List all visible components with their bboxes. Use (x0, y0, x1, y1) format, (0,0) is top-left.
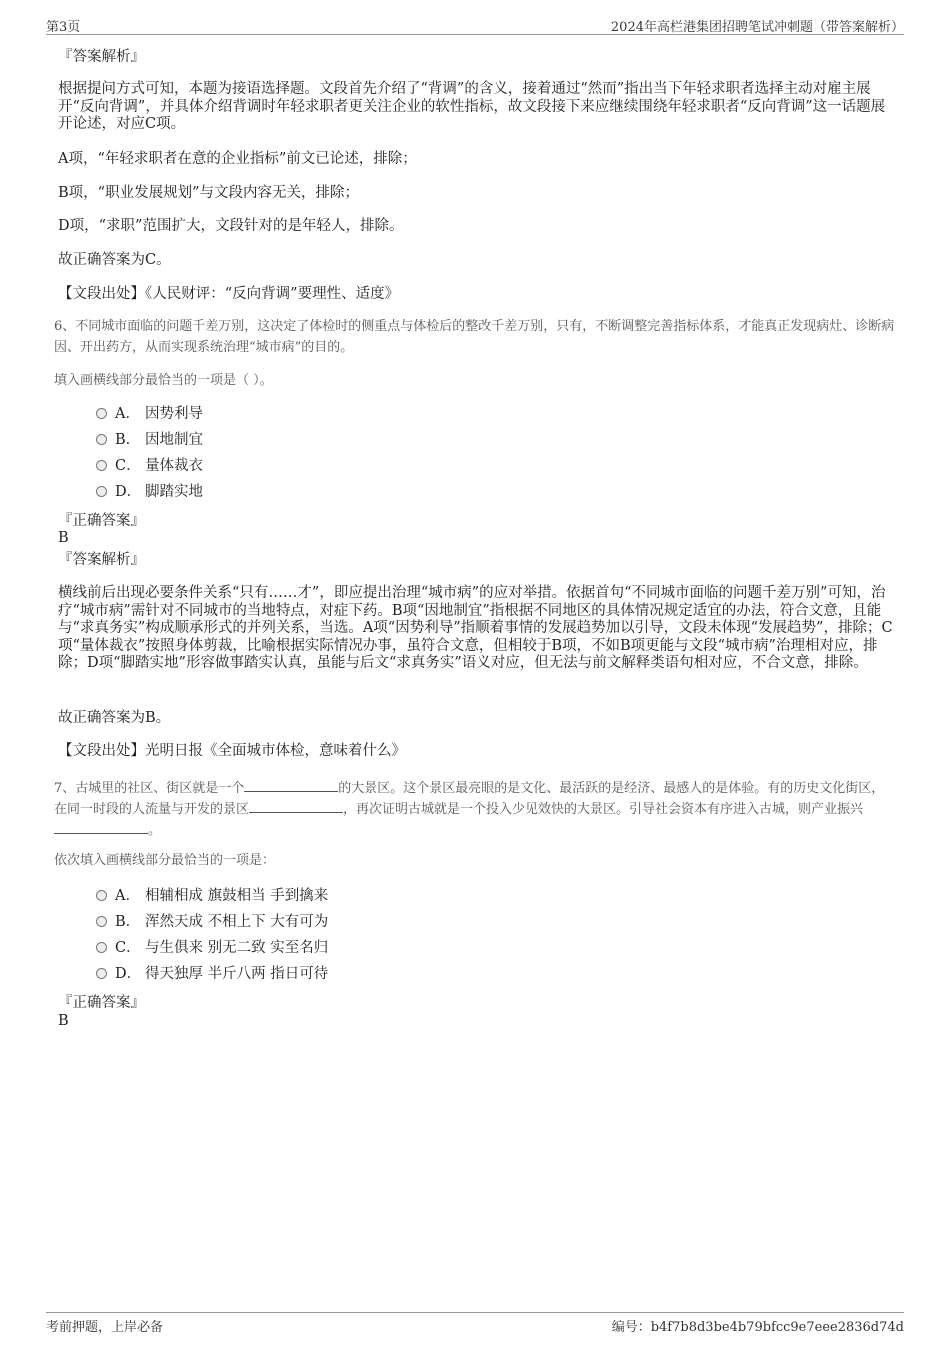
q6-option-d[interactable]: D． 脚踏实地 (96, 482, 203, 502)
q6-option-c[interactable]: C． 量体裁衣 (96, 456, 203, 476)
fill-blank (244, 779, 338, 792)
q6-option-b[interactable]: B． 因地制宜 (96, 430, 203, 450)
q6-analysis-text: 横线前后出现必要条件关系“只有……才”，即应提出治理“城市病”的应对举措。依据首句“不同城市面临的问题千差万别”可知，治疗“城市病”需针对不同城市的当地特点，对症下药。B项“因地制宜”指根据不同地区的具体情况规定适宜的办法，符合文意，且能与“求真务实”构成顺承形式的并列关系，当选。A项“因势利导”指顺着事情的发展趋势加以引导，文段未体现“发展趋势”，排除；C项“量体裁衣”按照身体剪裁，比喻根据实际情况办事，虽符合文意，但相较于B项，不如B项更能与文段“城市病”治理相对应，排除；D项“脚踏实地”形容做事踏实认真，虽能与后文“求真务实”语义对应，但无法与前文解释类语句相对应，不合文意，排除。 (58, 585, 893, 671)
q7-prompt: 依次填入画横线部分最恰当的一项是： (54, 853, 276, 868)
q6-question: 6、不同城市面临的问题千差万别，这决定了体检时的侧重点与体检后的整改千差万别，只有，不断调整完善指标体系，才能真正发现病灶、诊断病因、开出药方，从而实现系统治理“城市病”的目的。 (54, 319, 895, 355)
q5-analysis-label: 『答案解析』 (58, 49, 145, 65)
q5-conclusion: 故正确答案为C。 (58, 252, 171, 268)
q7-answer-label: 『正确答案』 (58, 995, 145, 1011)
document-id: 编号：b4f7b8d3be4b79bfcc9e7eee2836d74d (611, 1320, 904, 1335)
document-title: 2024年高栏港集团招聘笔试冲刺题（带答案解析） (610, 20, 904, 35)
radio-button[interactable] (96, 942, 107, 953)
q6-source: 【文段出处】光明日报《全面城市体检，意味着什么》 (58, 743, 406, 759)
q6-option-a[interactable]: A． 因势利导 (96, 404, 203, 424)
page-number: 第3页 (46, 20, 81, 35)
q6-prompt: 填入画横线部分最恰当的一项是（ ）。 (54, 373, 273, 388)
q7-question: 7、古城里的社区、街区就是一个 的大景区。这个景区最亮眼的是文化、最活跃的是经济、最感人的是体验。有的历史文化街区，在同一时段的人流量与开发的景区 ，再次证明古城就是一个投入少见效快的大景区。引导社会资本有序进入古城，则产业振兴。 (54, 781, 885, 838)
q7-option-c[interactable]: C． 与生俱来 别无二致 实至名归 (96, 938, 328, 958)
q5-analysis-text: 根据提问方式可知，本题为接语选择题。文段首先介绍了“背调”的含义，接着通过“然而”指出当下年轻求职者选择主动对雇主展开“反向背调”，并具体介绍背调时年轻求职者更关注企业的软性指标，故文段接下来应继续围绕年轻求职者“反向背调”这一话题展开论述，对应C项。 (58, 81, 886, 132)
q7-option-d[interactable]: D． 得天独厚 半斤八两 指日可待 (96, 964, 328, 984)
footer-slogan: 考前押题，上岸必备 (46, 1320, 164, 1335)
q5-option-b-note: B项，“职业发展规划”与文段内容无关，排除； (58, 185, 359, 201)
q5-source: 【文段出处】《人民财评：“反向背调”要理性、适度》 (58, 286, 400, 302)
radio-button[interactable] (96, 486, 107, 497)
radio-button[interactable] (96, 434, 107, 445)
radio-button[interactable] (96, 408, 107, 419)
q6-answer-label: 『正确答案』 (58, 513, 145, 529)
q5-option-a-note: A项，“年轻求职者在意的企业指标”前文已论述，排除； (58, 151, 417, 167)
radio-button[interactable] (96, 460, 107, 471)
q7-option-a[interactable]: A． 相辅相成 旗鼓相当 手到擒来 (96, 886, 328, 906)
q7-option-b[interactable]: B． 浑然天成 不相上下 大有可为 (96, 912, 328, 932)
page-footer (46, 1312, 904, 1335)
q5-option-d-note: D项，“求职”范围扩大，文段针对的是年轻人，排除。 (58, 218, 404, 234)
q7-answer: B (58, 1013, 69, 1029)
radio-button[interactable] (96, 890, 107, 901)
page-header (46, 14, 904, 35)
fill-blank (249, 800, 343, 813)
radio-button[interactable] (96, 968, 107, 979)
q6-analysis-label: 『答案解析』 (58, 552, 145, 568)
q6-conclusion: 故正确答案为B。 (58, 710, 171, 726)
q6-answer: B (58, 530, 69, 546)
fill-blank (54, 821, 148, 834)
radio-button[interactable] (96, 916, 107, 927)
